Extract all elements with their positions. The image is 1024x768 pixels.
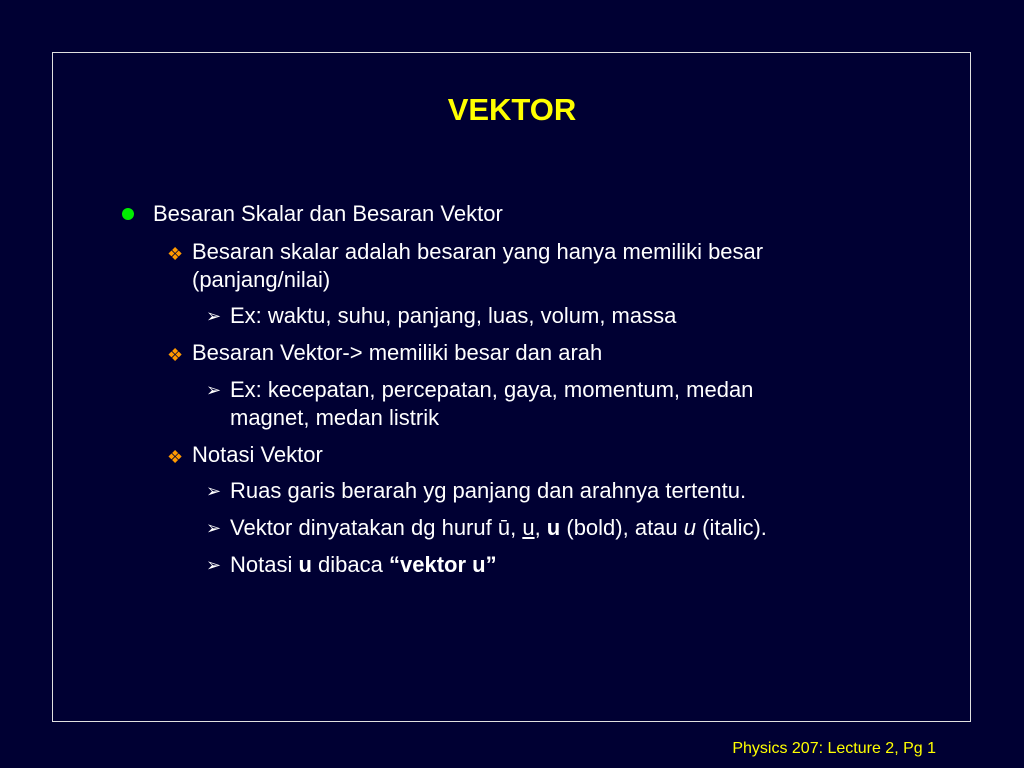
bold-u: u [546,515,561,540]
diamond-bullet-icon: ❖ [167,447,184,467]
bullet-text: Besaran Vektor-> memiliki besar dan arah [192,340,603,365]
arrowhead-bullet-icon: ➢ [206,380,222,400]
bullet-text: Ruas garis berarah yg panjang dan arahnya tertentu. [230,478,747,503]
bullet-level3 [206,477,747,505]
bullet-text: Ex: waktu, suhu, panjang, luas, volum, massa [230,303,677,328]
bullet-level3 [206,302,677,330]
diamond-bullet-icon: ❖ [167,244,184,264]
arrowhead-bullet-icon: ➢ [206,306,222,326]
slide-footer: Physics 207: Lecture 2, Pg 1 [732,740,936,757]
bullet-text-cont: magnet, medan listrik [230,405,440,430]
bullet-level3 [206,514,767,542]
underlined-u: u [522,515,535,540]
text-segment: , [534,515,547,540]
arrowhead-bullet-icon: ➢ [206,518,222,538]
bullet-level2 [167,238,764,294]
green-dot-icon [122,208,134,220]
bullet-text-cont: (panjang/nilai) [192,267,331,292]
bullet-text: Besaran skalar adalah besaran yang hanya memiliki besar [192,239,764,264]
diamond-bullet-icon: ❖ [167,345,184,365]
bullet-level2 [167,339,603,367]
slide-title: VEKTOR [447,92,577,127]
bullet-text: Ex: kecepatan, percepatan, gaya, momentum, medan [230,377,754,402]
italic-u: u [683,515,697,540]
arrowhead-bullet-icon: ➢ [206,481,222,501]
text-segment: (italic). [696,515,767,540]
arrowhead-bullet-icon: ➢ [206,555,222,575]
bold-u: u [298,552,312,577]
text-segment: Vektor dinyatakan dg huruf ū, [230,515,523,540]
bullet-text: Notasi Vektor [192,442,323,467]
bullet-level3 [206,376,754,432]
bullet-level1 [153,200,503,228]
bullet-level2 [167,441,323,469]
text-segment: dibaca [311,552,389,577]
bullet-level3 [206,551,497,579]
bullet-text: Besaran Skalar dan Besaran Vektor [153,201,503,226]
bold-quote: “vektor u” [389,552,497,577]
text-segment: (bold), atau [560,515,684,540]
text-segment: Notasi [230,552,299,577]
